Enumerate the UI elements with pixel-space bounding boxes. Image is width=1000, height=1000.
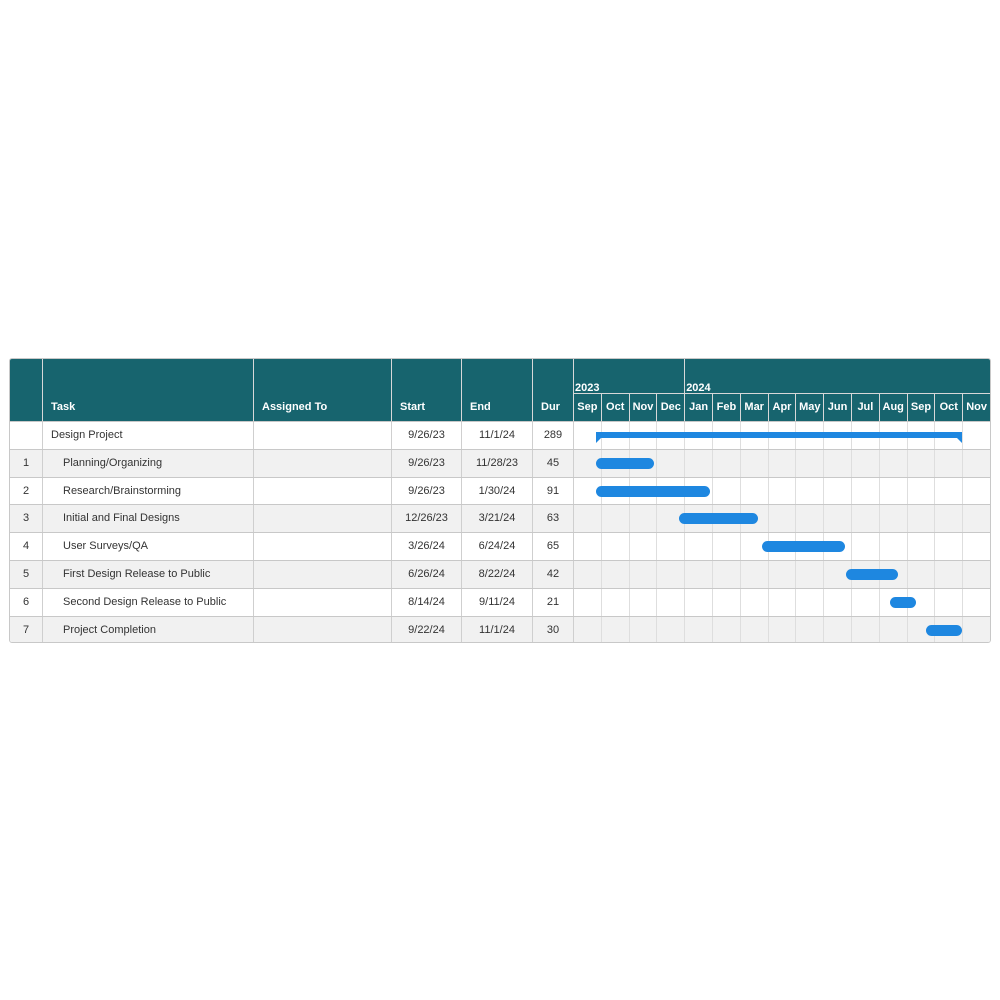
month-gridline (601, 561, 602, 588)
month-gridline (629, 617, 630, 643)
month-gridline (907, 561, 908, 588)
month-gridline (712, 561, 713, 588)
header-assigned (253, 359, 391, 421)
cell-assigned (253, 422, 391, 449)
month-gridline (962, 450, 963, 477)
cell-dur: 45 (532, 450, 573, 477)
month-gridline (990, 505, 991, 532)
cell-task: Design Project (42, 422, 253, 449)
month-gridline (851, 589, 852, 616)
month-gridline (851, 450, 852, 477)
month-gridline (851, 533, 852, 560)
month-gridline (907, 478, 908, 505)
month-gridline (795, 589, 796, 616)
month-label: Oct (934, 393, 962, 421)
cell-assigned (253, 478, 391, 505)
month-gridline (740, 478, 741, 505)
header-id (10, 359, 42, 421)
month-gridline (656, 533, 657, 560)
month-gridline (768, 617, 769, 643)
cell-end: 6/24/24 (461, 533, 532, 560)
cell-end: 11/28/23 (461, 450, 532, 477)
month-gridline (934, 478, 935, 505)
month-gridline (962, 478, 963, 505)
month-gridline (879, 505, 880, 532)
month-gridline (962, 617, 963, 643)
header-end-label: End (470, 401, 491, 413)
cell-start: 9/22/24 (391, 617, 461, 643)
header-end (461, 359, 532, 421)
month-gridline (907, 505, 908, 532)
month-gridline (990, 450, 991, 477)
cell-id: 2 (22, 484, 30, 497)
cell-task: Planning/Organizing (42, 450, 253, 477)
month-gridline (934, 533, 935, 560)
month-gridline (879, 589, 880, 616)
summary-bar-end-cap (957, 438, 962, 443)
task-row[interactable] (10, 616, 990, 643)
month-gridline (823, 505, 824, 532)
month-gridline (934, 450, 935, 477)
month-gridline (962, 422, 963, 449)
month-gridline (573, 422, 574, 449)
month-label: Apr (768, 393, 796, 421)
task-row[interactable] (10, 504, 990, 532)
task-bar[interactable] (926, 625, 962, 636)
year-label (684, 359, 990, 393)
cell-dur: 30 (532, 617, 573, 643)
cell-end: 8/22/24 (461, 561, 532, 588)
month-gridline (573, 561, 574, 588)
month-gridline (795, 617, 796, 643)
month-gridline (795, 561, 796, 588)
cell-end: 1/30/24 (461, 478, 532, 505)
month-gridline (768, 450, 769, 477)
task-row[interactable] (10, 560, 990, 588)
month-gridline (712, 617, 713, 643)
month-gridline (573, 533, 574, 560)
cell-dur: 63 (532, 505, 573, 532)
cell-id: 5 (22, 568, 30, 580)
header-start-label: Start (400, 401, 426, 413)
month-gridline (823, 589, 824, 616)
header-task-label: Task (51, 401, 76, 413)
month-label: Dec (656, 393, 684, 421)
cell-assigned (253, 533, 391, 560)
month-gridline (629, 533, 630, 560)
cell-start: 9/26/23 (391, 422, 461, 449)
month-gridline (684, 589, 685, 616)
month-gridline (962, 533, 963, 560)
month-gridline (712, 478, 713, 505)
month-gridline (601, 505, 602, 532)
header-task (42, 359, 253, 421)
cell-end: 9/11/24 (461, 589, 532, 616)
cell-id: 4 (22, 540, 30, 553)
month-label: Sep (907, 393, 935, 421)
task-bar[interactable] (890, 597, 915, 608)
month-gridline (990, 561, 991, 588)
month-gridline (573, 505, 574, 532)
month-gridline (740, 561, 741, 588)
month-label: Jul (851, 393, 879, 421)
cell-dur: 42 (532, 561, 573, 588)
task-row[interactable] (10, 588, 990, 616)
cell-start: 6/26/24 (391, 561, 461, 588)
cell-start: 12/26/23 (391, 505, 461, 532)
month-gridline (962, 561, 963, 588)
month-gridline (990, 617, 991, 643)
summary-bar-start-cap (596, 438, 601, 443)
task-bar[interactable] (596, 458, 653, 469)
cell-id: 7 (22, 623, 30, 636)
month-gridline (629, 561, 630, 588)
cell-assigned (253, 617, 391, 643)
month-label: Oct (601, 393, 629, 421)
month-gridline (795, 450, 796, 477)
month-gridline (879, 533, 880, 560)
month-gridline (656, 450, 657, 477)
gantt-chart (9, 358, 991, 643)
month-gridline (990, 533, 991, 560)
month-gridline (656, 505, 657, 532)
month-gridline (768, 478, 769, 505)
month-gridline (823, 450, 824, 477)
month-gridline (601, 617, 602, 643)
month-gridline (879, 478, 880, 505)
month-gridline (601, 589, 602, 616)
month-gridline (851, 478, 852, 505)
month-gridline (601, 533, 602, 560)
month-gridline (879, 450, 880, 477)
month-gridline (740, 617, 741, 643)
month-gridline (990, 422, 991, 449)
month-gridline (823, 617, 824, 643)
cell-assigned (253, 450, 391, 477)
month-gridline (934, 589, 935, 616)
month-gridline (712, 533, 713, 560)
month-gridline (684, 533, 685, 560)
month-gridline (907, 450, 908, 477)
month-gridline (629, 589, 630, 616)
cell-id: 6 (22, 595, 30, 608)
cell-start: 9/26/23 (391, 478, 461, 505)
month-label: Mar (740, 393, 768, 421)
cell-start: 3/26/24 (391, 533, 461, 560)
month-gridline (656, 589, 657, 616)
month-label: Sep (573, 393, 601, 421)
cell-end: 3/21/24 (461, 505, 532, 532)
month-label: Jan (684, 393, 712, 421)
month-gridline (629, 505, 630, 532)
task-bar[interactable] (679, 513, 758, 524)
month-gridline (684, 617, 685, 643)
cell-dur: 65 (532, 533, 573, 560)
month-gridline (795, 478, 796, 505)
cell-task: First Design Release to Public (42, 561, 253, 588)
task-row[interactable] (10, 449, 990, 477)
cell-id: 1 (22, 456, 30, 469)
month-gridline (934, 561, 935, 588)
year-label-text: 2024 (686, 382, 711, 394)
month-gridline (573, 478, 574, 505)
month-gridline (684, 561, 685, 588)
cell-end: 11/1/24 (461, 422, 532, 449)
month-gridline (851, 617, 852, 643)
cell-dur: 289 (532, 422, 573, 449)
month-gridline (712, 450, 713, 477)
cell-assigned (253, 561, 391, 588)
month-gridline (656, 561, 657, 588)
month-gridline (573, 589, 574, 616)
month-gridline (573, 617, 574, 643)
month-gridline (656, 617, 657, 643)
month-gridline (573, 450, 574, 477)
cell-end: 11/1/24 (461, 617, 532, 643)
header-assigned-label: Assigned To (262, 401, 328, 413)
month-gridline (740, 450, 741, 477)
month-gridline (990, 589, 991, 616)
month-gridline (823, 478, 824, 505)
cell-assigned (253, 589, 391, 616)
cell-task: Project Completion (42, 617, 253, 643)
month-gridline (768, 589, 769, 616)
header-start (391, 359, 461, 421)
month-gridline (962, 589, 963, 616)
cell-start: 9/26/23 (391, 450, 461, 477)
month-gridline (768, 561, 769, 588)
month-label: Nov (629, 393, 657, 421)
cell-task: User Surveys/QA (42, 533, 253, 560)
month-label: Feb (712, 393, 740, 421)
month-gridline (740, 589, 741, 616)
header-dur-label: Dur (541, 401, 560, 413)
month-label: Jun (823, 393, 851, 421)
summary-bar[interactable] (596, 432, 962, 438)
gantt-header (10, 359, 990, 421)
month-gridline (712, 589, 713, 616)
month-gridline (823, 561, 824, 588)
cell-id: 3 (22, 512, 30, 525)
cell-id (10, 422, 42, 449)
month-gridline (851, 505, 852, 532)
cell-start: 8/14/24 (391, 589, 461, 616)
month-gridline (962, 505, 963, 532)
month-label: Aug (879, 393, 907, 421)
task-bar[interactable] (762, 541, 844, 552)
task-row[interactable] (10, 532, 990, 560)
year-label-text: 2023 (575, 382, 600, 394)
task-row[interactable] (10, 477, 990, 505)
header-dur (532, 359, 573, 421)
month-label: May (795, 393, 823, 421)
month-gridline (907, 533, 908, 560)
cell-task: Initial and Final Designs (42, 505, 253, 532)
month-gridline (768, 505, 769, 532)
task-bar[interactable] (846, 569, 897, 580)
month-gridline (684, 450, 685, 477)
month-gridline (740, 533, 741, 560)
month-gridline (879, 617, 880, 643)
cell-assigned (253, 505, 391, 532)
cell-dur: 91 (532, 478, 573, 505)
summary-row[interactable] (10, 421, 990, 449)
cell-task: Second Design Release to Public (42, 589, 253, 616)
task-bar[interactable] (596, 486, 710, 497)
month-gridline (795, 505, 796, 532)
month-label: Nov (962, 393, 990, 421)
year-label (573, 359, 684, 393)
month-gridline (907, 617, 908, 643)
cell-task: Research/Brainstorming (42, 478, 253, 505)
month-gridline (990, 478, 991, 505)
month-gridline (934, 505, 935, 532)
cell-dur: 21 (532, 589, 573, 616)
